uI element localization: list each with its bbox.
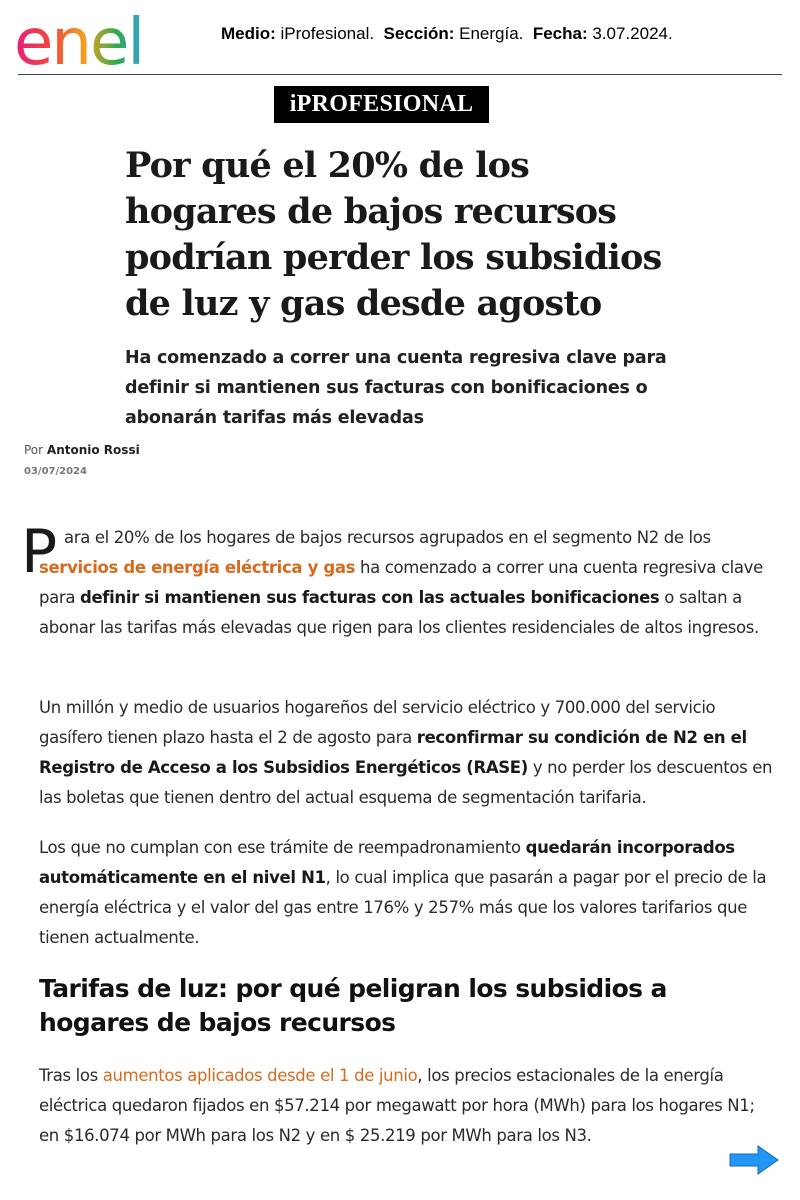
medio-label: Medio:	[221, 24, 276, 43]
author-link[interactable]: Antonio Rossi	[46, 443, 140, 457]
header-divider	[18, 74, 782, 75]
clipping-header	[0, 0, 800, 76]
p1-bold: definir si mantienen sus facturas con las actuales bonificaciones	[79, 588, 660, 607]
paragraph-4	[39, 1061, 779, 1151]
clipping-meta	[221, 24, 673, 44]
p3-bold: quedarán incorporados automáticamente en el nivel N1	[39, 838, 735, 887]
svg-text:enel: enel	[14, 8, 144, 70]
p2-text-1: Un millón y medio de usuarios hogareños del servicio eléctrico y 700.000 del servicio gasífero tienen plazo hasta el 2 de agosto para	[39, 698, 716, 747]
june-increases-link[interactable]: aumentos aplicados desde el 1 de junio	[102, 1066, 418, 1085]
paragraph-3	[39, 833, 779, 953]
fecha-value: 3.07.2024.	[592, 24, 673, 43]
p4-text-1: Tras los	[39, 1066, 103, 1085]
seccion-value: Energía.	[459, 24, 524, 43]
p1-text-1: ara el 20% de los hogares de bajos recursos agrupados en el segmento N2 de los	[64, 528, 711, 547]
p2-bold: reconfirmar su condición de N2 en el Registro de Acceso a los Subsidios Energéticos (RASE)	[39, 728, 747, 777]
p1-text-3: o saltan a abonar las tarifas más elevadas que rigen para los clientes residenciales de altos ingresos.	[39, 588, 759, 637]
p3-text-2: , lo cual implica que pasarán a pagar por el precio de la energía eléctrica y el valor del gas entre 176% y 257% más que los valores tarifarios que tienen actualmente.	[39, 868, 767, 947]
paragraph-1	[39, 523, 779, 643]
article-date: 03/07/2024	[24, 466, 87, 477]
byline-prefix: Por	[24, 443, 44, 457]
p2-text-2: y no perder los descuentos en las boletas que tienen dentro del actual esquema de segmentación tarifaria.	[39, 758, 773, 807]
enel-logo	[14, 8, 182, 70]
drop-cap: P	[21, 517, 58, 587]
arrow-right-icon[interactable]	[728, 1144, 780, 1176]
section-heading: Tarifas de luz: por qué peligran los subsidios a hogares de bajos recursos	[39, 974, 667, 1037]
article-headline: Por qué el 20% de los hogares de bajos recursos podrían perder los subsidios de luz y gas desde agosto	[125, 145, 662, 324]
medio-value: iProfesional.	[280, 24, 375, 43]
fecha-label: Fecha:	[532, 24, 588, 43]
paragraph-2	[39, 693, 779, 813]
article-subhead: Ha comenzado a correr una cuenta regresiva clave para definir si mantienen sus facturas con bonificaciones o abonarán tarifas más elevadas	[125, 348, 667, 428]
iprofesional-masthead: iPROFESIONAL	[274, 86, 489, 123]
byline	[24, 443, 140, 457]
seccion-label: Sección:	[383, 24, 455, 43]
energy-services-link[interactable]: servicios de energía eléctrica y gas	[39, 558, 356, 577]
p3-text-1: Los que no cumplan con ese trámite de reempadronamiento	[39, 838, 526, 857]
p1-text-2: ha comenzado a correr una cuenta regresiva clave para	[39, 558, 763, 607]
p4-text-2: , los precios estacionales de la energía eléctrica quedaron fijados en $57.214 por megawatt por hora (MWh) para los hogares N1; en $16.074 por MWh para los N2 y en $ 25.219 por MWh para los N3.	[39, 1066, 755, 1145]
